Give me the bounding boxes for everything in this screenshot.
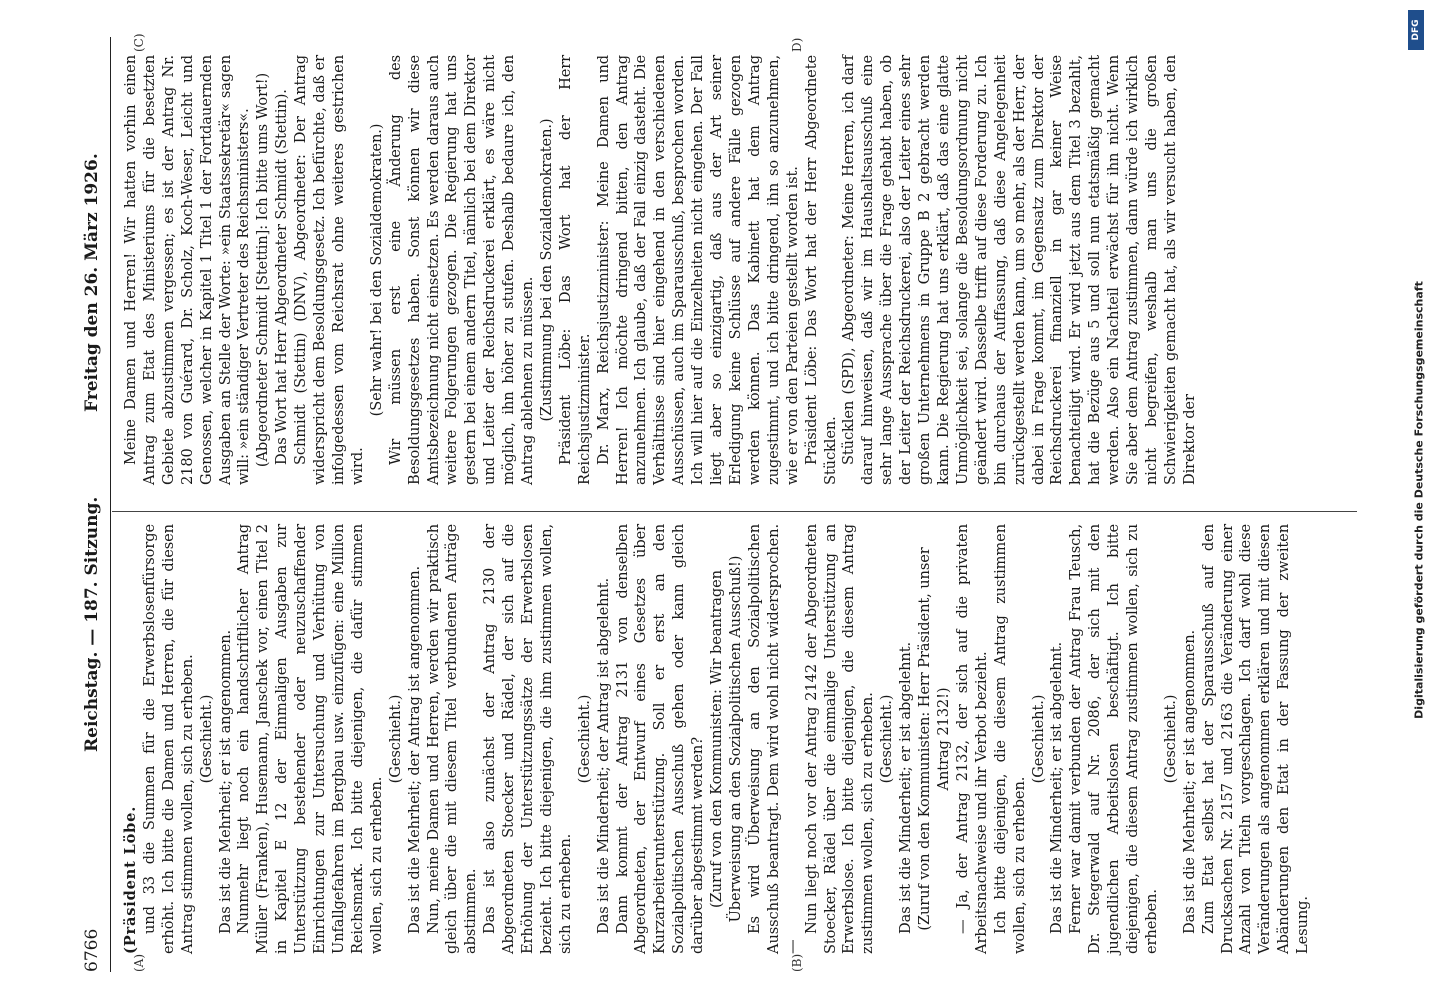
margin-marker-b: (B) xyxy=(790,953,804,972)
column-divider xyxy=(112,511,1357,512)
margin-marker-a: (A) xyxy=(132,953,146,972)
paragraph: Nun, meine Damen und Herren, werden wir praktisch gleich über die mit diesem Titel verbundenen Anträge abstimmen. xyxy=(424,524,480,954)
paragraph: Dr. Marx, Reichsjustizminister: Meine Damen und Herren! Ich möchte dringend bitten, den Antrag anzunehmen. Ich glaube, daß der Fall einzig dasteht. Die Verhältnisse sind hier eingehend in den verschiedenen Ausschüssen, auch im Sparausschuß, besprochen worden. Ich will hier auf die Einzelheiten nicht eingehen. Der Fall liegt aber so einzigartig, daß aus der Art seiner Erledigung keine Schlüsse auf andere Fälle gezogen werden können. Das Kabinett hat dem Antrag zugestimmt, und ich bitte dringend, ihn so anzunehmen, wie er von den Parteien gestellt worden ist. xyxy=(594,55,801,485)
interjection: (Abgeordneter Schmidt [Stettin]: Ich bitte ums Wort!) xyxy=(254,72,272,468)
header-date: Freitag den 26. März 1926. xyxy=(82,153,102,412)
dfg-logo-icon: DFG xyxy=(1408,10,1424,50)
paragraph: Zum Etat selbst hat der Sparausschuß auf den Drucksachen Nr. 2157 und 2163 die Veränderung einer Anzahl von Titeln vorgeschlagen. Ich darf wohl diese Veränderungen als angenommen erklären und mit diesen Abänderungen den Etat in der Fassung der zweiten Lesung. xyxy=(1199,524,1312,954)
paragraph: — Ja, der Antrag 2132, der sich auf die privaten Arbeitsnachweise und ihr Verbot bezieht. xyxy=(953,524,990,954)
digitization-credit-bar xyxy=(1408,0,1430,1000)
paragraph: Das ist also zunächst der Antrag 2130 der Abgeordneten Stoecker und Rädel, der sich auf die Erhöhung der Unterstützungssätze der Erwerbslosen bezieht. Ich bitte diejenigen, die ihm zustimmen wollen, sich zu erheben. xyxy=(481,524,574,954)
interjection: (Geschieht.) xyxy=(197,694,215,784)
header-rule xyxy=(110,37,111,972)
right-column xyxy=(122,55,1200,485)
header-session-title: Reichstag. — 187. Sitzung. xyxy=(82,496,102,752)
paragraph: Das ist die Minderheit; er ist abgelehnt. xyxy=(1048,641,1066,934)
paragraph: Nunmehr liegt noch ein handschriftlicher Antrag Müller (Franken), Husemann, Janschek vor, einen Titel 2 in Kapitel E 12 der Einmaligen Ausgaben zur Unterstützung bestehender oder neuzuschaffender Einrichtungen zur Untersuchung und Verhütung von Unfallgefahren im Bergbau usw. einzufügen: eine Million Reichsmark. Ich bitte diejenigen, die dafür stimmen wollen, sich zu erheben. xyxy=(235,524,385,954)
interjection: (Geschieht.) xyxy=(1029,694,1047,784)
paragraph: Das ist die Mehrheit; er ist angenommen. xyxy=(216,629,234,934)
page-content xyxy=(78,33,1363,972)
paragraph: Schmidt (Stettin) (DNV), Abgeordneter: Der Antrag widerspricht dem Besoldungsgesetz. Ich befürchte, daß er infolgedessen vom Reichsrat ohne weiteres gestrichen wird. xyxy=(292,55,366,485)
interjection: (Zuruf von den Kommunisten: Herr Präsident, unser Antrag 2132!) xyxy=(916,547,952,931)
speaker-line: (Präsident Löbe. xyxy=(122,805,139,954)
interjection: (Geschieht.) xyxy=(1161,694,1179,784)
paragraph: Es wird Überweisung an den Sozialpolitischen Ausschuß beantragt. Dem wird wohl nicht widersprochen. — xyxy=(745,524,801,954)
paragraph: und 33 die Summen für die Erwerbslosenfürsorge erhöht. Ich bitte die Damen und Herren, die für diesen Antrag stimmen wollen, sich zu erheben. xyxy=(140,524,196,954)
paragraph: Das ist die Minderheit; er ist abgelehnt. xyxy=(897,641,915,934)
paragraph: Nun liegt noch vor der Antrag 2142 der Abgeordneten Stoecker, Rädel über die einmalige Unterstützung an Erwerbslose. Ich bitte diejenigen, die diesem Antrag zustimmen wollen, sich zu erheben. xyxy=(802,524,877,954)
interjection: (Geschieht.) xyxy=(878,694,896,784)
paragraph: Meine Damen und Herren! Wir hatten vorhin einen Antrag zum Etat des Ministeriums für die besetzten Gebiete abzustimmen vergessen; es ist der Antrag Nr. 2180 von Guérard, Dr. Scholz, Koch-Weser, Leicht und Genossen, welcher in Kapitel 1 Titel 1 der Fortdauernden Ausgaben an Stelle der Worte: »ein Staatssekretär« sagen will: »ein ständiger Vertreter des Reichsministers«. xyxy=(122,55,253,485)
interjection: (Sehr wahr! bei den Sozialdemokraten.) xyxy=(367,123,385,417)
paragraph: Dann kommt der Antrag 2131 von denselben Abgeordneten, der Entwurf eines Gesetzes über Kurzarbeiterunterstützung. Soll er erst an den Sozialpolitischen Ausschuß gehen oder kann gleich darüber abgestimmt werden? xyxy=(613,524,707,954)
interjection: (Geschieht.) xyxy=(386,694,404,784)
paragraph: Präsident Löbe: Das Wort hat der Herr Abgeordnete Stücklen. xyxy=(802,55,839,485)
paragraph: Wir müssen erst eine Änderung des Besoldungsgesetzes haben. Sonst können wir diese Amtsbezeichnung nicht einsetzen. Es werden daraus auch weitere Folgerungen gezogen. Die Regierung hat uns gestern bei einem andern Titel, nämlich bei dem Direktor und Leiter der Reichsdruckerei erklärt, es wäre nicht möglich, ihn höher zu stufen. Deshalb bedaure ich, den Antrag ablehnen zu müssen. xyxy=(386,55,537,485)
digitization-credit: Digitalisierung gefördert durch die Deutsche Forschungsgemeinschaft xyxy=(1412,281,1426,719)
interjection: (Geschieht.) xyxy=(575,694,593,784)
paragraph: Ich bitte diejenigen, die diesem Antrag zustimmen wollen, sich zu erheben. xyxy=(991,524,1028,954)
paragraph: Ferner war damit verbunden der Antrag Frau Teusch, Dr. Stegerwald auf Nr. 2086, der sich mit den jugendlichen Arbeitslosen beschäftigt. Ich bitte diejenigen, die diesem Antrag zustimmen wollen, sich zu erheben. xyxy=(1067,524,1160,954)
paragraph: Das ist die Minderheit; der Antrag ist abgelehnt. xyxy=(594,577,612,934)
margin-marker-d: D) xyxy=(790,37,804,52)
left-column xyxy=(122,524,1313,954)
margin-marker-c: (C) xyxy=(132,33,146,52)
paragraph: Das ist die Mehrheit; er ist angenommen. xyxy=(1180,629,1198,934)
paragraph: Das ist die Mehrheit; der Antrag ist angenommen. xyxy=(405,565,423,934)
page-header xyxy=(78,37,108,972)
page-number: 6766 xyxy=(82,928,102,972)
interjection: (Zustimmung bei den Sozialdemokraten.) xyxy=(537,118,555,422)
interjection: (Zuruf von den Kommunisten: Wir beantragen Überweisung an den Sozialpolitischen Ausschuß!) xyxy=(708,555,744,923)
paragraph: Präsident Löbe: Das Wort hat der Herr Reichsjustizminister. xyxy=(556,55,593,485)
paragraph: Stücklen (SPD), Abgeordneter: Meine Herren, ich darf darauf hinweisen, daß wir im Haushaltsausschuß eine sehr lange Aussprache über die Frage gehabt haben, ob der Leiter der Reichsdruckerei, also der Leiter eines sehr großen Unternehmens in Gruppe B 2 gebracht werden kann. Die Regierung hat uns erklärt, daß das eine glatte Unmöglichkeit sei, solange die Besoldungsordnung nicht geändert wird. Dasselbe trifft auf diese Forderung zu. Ich bin durchaus der Auffassung, daß diese Angelegenheit zurückgestellt werden kann, um so mehr, als der Herr, der dabei in Frage kommt, im Gegensatz zum Direktor der Reichsdruckerei finanziell in gar keiner Weise benachteiligt wird. Er wird jetzt aus dem Titel 3 bezahlt, hat die Bezüge aus 5 und soll nun etatsmäßig gemacht werden. Also ein Nachteil erwächst für ihn nicht. Wenn Sie aber dem Antrag zustimmen, dann würde ich wirklich nicht begreifen, weshalb man uns die großen Schwierigkeiten gemacht hat, als wir versucht haben, den Direktor der xyxy=(840,55,1198,485)
paragraph: Das Wort hat Herr Abgeordneter Schmidt (Stettin). xyxy=(273,89,291,465)
